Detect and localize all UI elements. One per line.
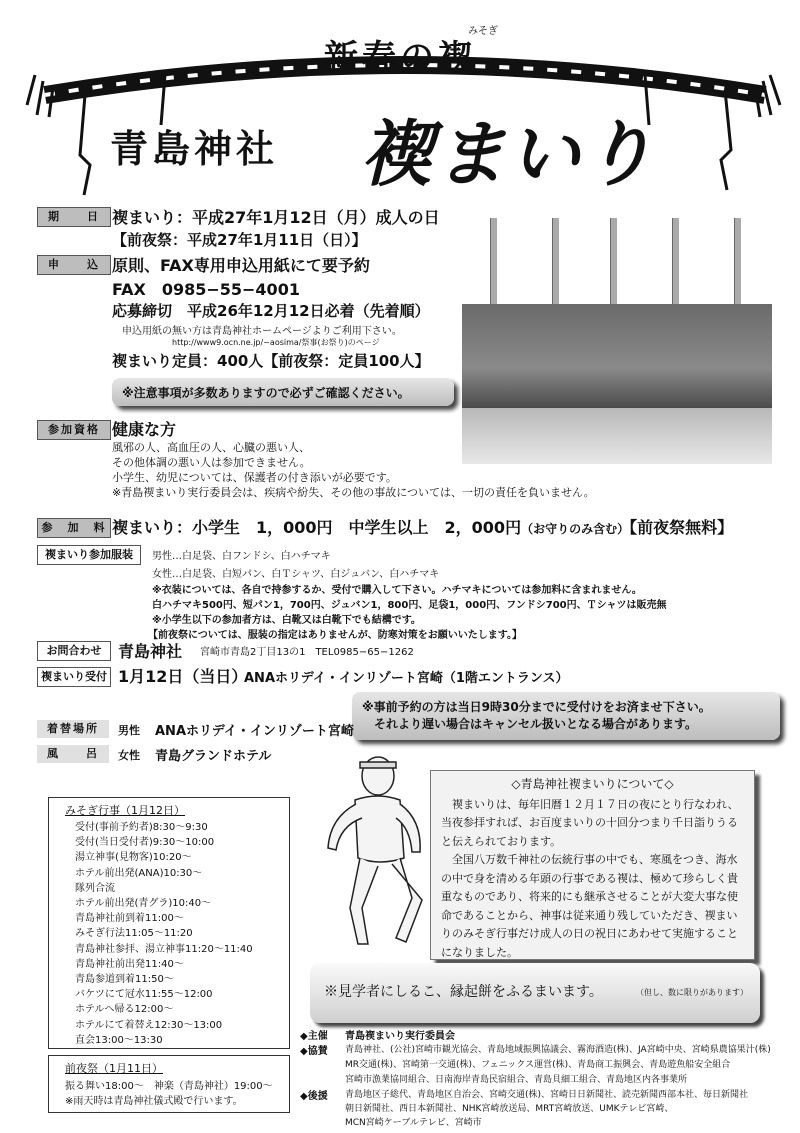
fax-number: FAX 0985−55−4001 [112,280,300,299]
eve-schedule-line-1: 振る舞い18:00〜 神楽（青島神社）19:00〜 [65,1081,273,1092]
reception-place: ANAホリデイ・インリゾート宮崎（1階エントランス） [244,671,569,686]
coop-label: ◆協賛 [300,1046,328,1057]
reception-notice-1: ※事前予約の方は当日9時30分までに受付けをお済ませ下さい。 [362,700,711,714]
festival-date: 褉まいり：平成27年1月12日（月）成人の日 [112,208,440,227]
female-place: 青島グランドホテル [155,749,272,764]
fee-eve: 【前夜祭無料】 [629,518,734,537]
qualify-line-2: その他体調の悪い人は参加できません。 [112,456,311,469]
contact-name: 青島神社 [118,642,183,661]
host-label: ◆主催 [300,1031,328,1042]
eve-schedule-title: 前夜祭（1月11日） [65,1062,163,1075]
schedule-item: 受付(事前予約者)8:30〜9:30 [75,822,208,833]
spectator-notice [310,963,760,1023]
contact-label: お問合わせ [37,641,111,661]
schedule-list [75,820,285,1048]
schedule-item: 隊列合流 [75,882,115,894]
male-label: 男性 [118,724,140,737]
qualify-line-1: 風邪の人、高血圧の人、心臓の悪い人、 [112,441,310,454]
host: 青島褉まいり実行委員会 [345,1031,455,1042]
back-line-2: 朝日新聞社、西日本新聞社、NHK宮崎放送局、MRT宮崎放送、UMKテレビ宮崎、 [345,1104,674,1114]
changing-label: 着替場所 [37,720,109,738]
capacity: 褉まいり定員：400人【前夜祭：定員100人】 [112,352,430,370]
schedule-title: みそぎ行事（1月12日） [65,804,185,817]
fee-small: （お守りのみ含む） [521,522,630,536]
back-label: ◆後援 [300,1091,328,1102]
fee-text: 褉まいり：小学生 1，000円 中学生以上 2，000円 [112,518,522,537]
eve-schedule-line-2: ※雨天時は青島神社儀式殿で行います。 [65,1096,243,1107]
about-title: ◇青島神社褉まいりについて◇ [511,777,674,791]
eve-date: 【前夜祭：平成27年1月11日（日）】 [112,231,367,249]
schedule-item: 青島神社前出発11:40〜 [75,958,184,970]
coop-line-2: MR交通(株)、宮崎第一交通(株)、フェニックス運営(株)、青島商工振興会、青島遊魚船安全組合 [345,1060,731,1070]
main-title: 褉まいり [360,111,657,196]
attire-note-2: ※小学生以下の参加者方は、白靴又は白靴下でも結構です。 [152,615,421,626]
back-line-3: MCN宮崎ケーブルテレビ、宮崎市 [345,1118,482,1128]
reception-label: 褉まいり受付 [37,667,111,687]
apply-label: 申 込 [37,255,111,275]
about-paragraph-1: 褉まいりは、毎年旧暦１２月１７日の夜にとり行なわれ、当夜参拝すれば、お百度まいりの十回分つまり千日詣りうると伝えられております。 [441,797,739,848]
attire-male: 男性…白足袋、白フンドシ、白ハチマキ [152,551,331,562]
disclaimer: ※青島褉まいり実行委員会は、疾病や紛失、その他の事故については、一切の責任を負いません。 [112,486,595,499]
schedule-item: 青島参道到着11:50〜 [75,974,174,986]
dates-label: 期 日 [37,207,111,227]
deadline: 応募締切 平成26年12月12日必着（先着順） [112,302,430,320]
schedule-item: バケツにて冠水11:55〜12:00 [75,989,213,1001]
schedule-item: ホテル前出発(ANA)10:30〜 [75,867,203,879]
contact-address: 宮崎市青島2丁目13の1 TEL0985−65−1262 [200,647,414,658]
festival-photo [462,208,772,464]
schedule-item: 受付(当日受付者)9:30〜10:00 [75,837,215,849]
coop-line-1: 青島神社、(公社)宮崎市観光協会、青島地域振興協議会、霧海酒造(株)、JA宮崎中央、宮崎県農協果汁(株) [345,1045,771,1055]
schedule-item: ホテル前出発(青グラ)10:40〜 [75,898,212,910]
reception-notice-2: それより遅い場合はキャンセル扱いとなる場合があります。 [374,717,698,731]
fee-line [112,515,733,538]
apply-method: 原則、FAX専用申込用紙にて要予約 [112,256,370,275]
about-paragraph-2: 全国八万数千神社の伝統行事の中でも、寒風をつき、海水の中で身を清める年頭の行事である褉は、極めて珍らしく貴重なものであり、将来的にも継承させることが大変大事な使命であることから、神事は従来通り残していただき、褉まいりのみそぎ行事だけ成人の日の祝日にあわせて実施することになりました。 [441,853,738,959]
back-line-1: 青島地区子総代、青島地区自治会、宮崎交通(株)、宮崎日日新聞社、読売新聞西部本社、毎日新聞社 [345,1090,749,1100]
attire-label: 褉まいり参加服装 [37,545,141,565]
caution-notice-text: ※注意事項が多数ありますので必ずご確認ください。 [122,386,410,400]
attire-prices: 白ハチマキ500円、短パン1，700円、ジュバン1，800円、足袋1，000円、フンドシ700円、Ｔシャツは販売無 [152,600,667,611]
subtitle-ruby: みそぎ [468,26,498,37]
schedule-item: みそぎ行法11:05〜11:20 [75,928,193,940]
qualify-label: 参加資格 [37,420,111,440]
schedule-item: 直会13:00〜13:30 [75,1034,163,1046]
coop-line-3: 宮崎市漁業協同組合、日南海岸青島民宿組合、青島貝細工組合、青島地区内各事業所 [345,1075,688,1085]
attire-female: 女性…白足袋、白短パン、白Ｔシャツ、白ジュバン、白ハチマキ [152,569,440,580]
shrine-name-title: 青島神社 [110,126,279,171]
schedule-item: ホテルへ帰る12:00〜 [75,1004,174,1016]
reception-date: 1月12日（当日） [118,667,248,686]
about-box [430,770,755,960]
male-place: ANAホリデイ・インリゾート宮崎 [155,724,354,739]
subtitle: 新春の褉 [324,38,476,78]
schedule-item: 湯立神事(見物客)10:20〜 [75,852,192,864]
caution-notice [112,378,454,406]
reception-notice [352,692,780,740]
runner-illustration [300,748,440,953]
spectator-text: ※見学者にしるこ、縁起餅をふるまいます。 [324,984,603,1000]
schedule-item: 青島神社参拝、湯立神事11:20〜11:40 [75,943,253,955]
homepage-url[interactable]: http://www9.ocn.ne.jp/~aosima/祭事(お祭り)のページ [172,338,380,347]
eve-schedule-box [48,1055,290,1113]
attire-note-3: 【前夜祭については、服装の指定はありませんが、防寒対策をお願いいたします。】 [148,630,522,641]
spectator-small: （但し、数に限りがあります） [636,988,748,997]
form-note: 申込用紙の無い方は青島神社ホームページよりご利用下さい。 [122,326,402,337]
schedule-box [48,797,290,1049]
female-label: 女性 [118,749,140,762]
attire-note-1: ※衣装については、各自で持参するか、受付で購入して下さい。ハチマキについては参加料に含まれません。 [152,585,642,596]
bath-label: 風 呂 [37,745,109,763]
fee-label: 参 加 料 [37,518,111,538]
qualify-title: 健康な方 [112,420,177,439]
schedule-item: 青島神社前到着11:00〜 [75,913,184,925]
qualify-line-3: 小学生、幼児については、保護者の付き添いが必要です。 [112,471,397,484]
schedule-item: ホテルにて着替え12:30〜13:00 [75,1019,223,1031]
